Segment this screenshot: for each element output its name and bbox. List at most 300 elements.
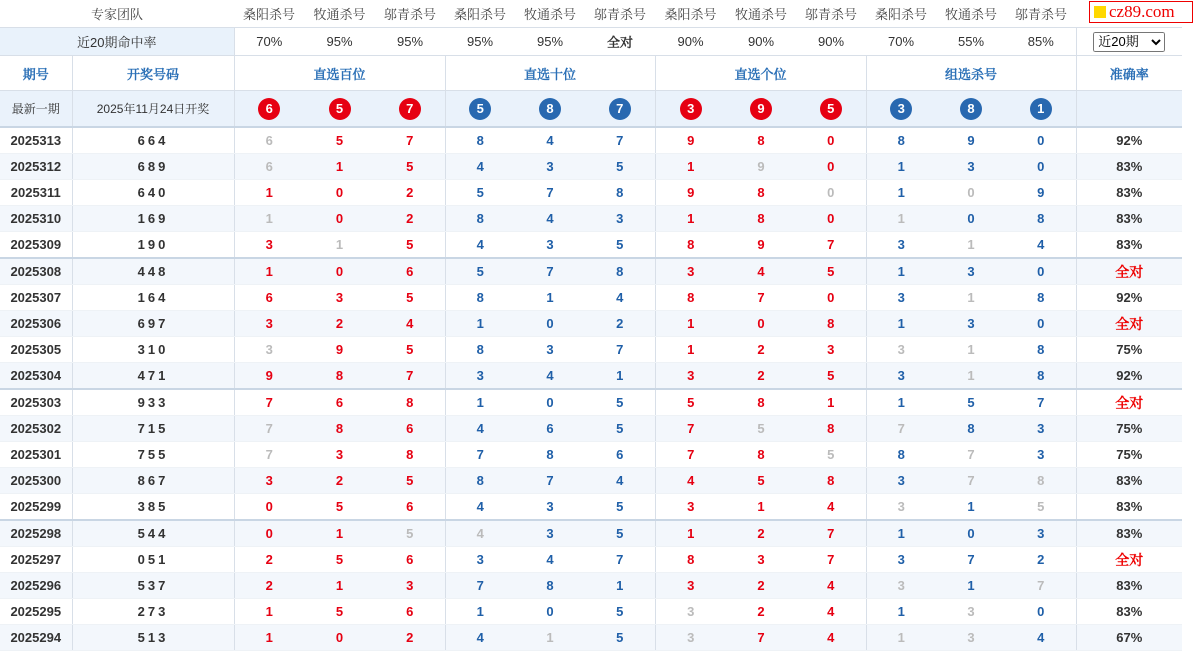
draw-number: 867 [72,468,234,494]
kill-number: 8 [445,206,515,232]
kill-number: 3 [866,494,936,521]
period-number: 2025306 [0,311,72,337]
accuracy-value: 83% [1076,520,1182,547]
kill-number: 3 [796,337,866,363]
kill-number: 8 [585,180,655,206]
draw-number: 273 [72,599,234,625]
kill-number: 1 [445,389,515,416]
kill-number: 8 [445,337,515,363]
accuracy-value: 92% [1076,285,1182,311]
kill-number: 8 [726,442,796,468]
expert-name: 桑阳杀号 [454,7,507,22]
kill-number: 4 [585,468,655,494]
kill-number: 2 [1006,547,1076,573]
kill-number: 9 [726,232,796,259]
kill-number: 1 [866,180,936,206]
kill-number: 1 [936,337,1006,363]
accuracy-value: 75% [1076,337,1182,363]
kill-number: 1 [234,625,304,651]
accuracy-value: 92% [1076,127,1182,154]
accuracy-value: 75% [1076,416,1182,442]
kill-number: 3 [936,154,1006,180]
draw-number: 664 [72,127,234,154]
latest-date: 2025年11月24日开奖 [72,91,234,128]
kill-number: 1 [445,599,515,625]
kill-number: 1 [866,154,936,180]
table-row [0,311,1182,337]
expert-name: 邬青杀号 [805,7,858,22]
period-range-select[interactable] [1093,32,1165,52]
kill-ball: 3 [680,98,702,120]
table-row [0,547,1182,573]
kill-number: 8 [304,416,375,442]
kill-number: 3 [655,494,726,521]
kill-number: 2 [375,180,445,206]
col-group-hundreds: 直选百位 [234,56,445,91]
draw-number: 933 [72,389,234,416]
kill-number: 1 [796,389,866,416]
expert-name: 牧通杀号 [945,7,998,22]
kill-number: 0 [796,180,866,206]
kill-number: 5 [375,232,445,259]
accuracy-value: 83% [1076,232,1182,259]
kill-number: 6 [585,442,655,468]
draw-number: 051 [72,547,234,573]
col-accuracy: 准确率 [1076,56,1182,91]
kill-number: 8 [445,285,515,311]
kill-number: 8 [655,285,726,311]
kill-number: 0 [515,599,585,625]
kill-number: 3 [726,547,796,573]
kill-number: 1 [655,206,726,232]
kill-number: 6 [304,389,375,416]
kill-number: 2 [585,311,655,337]
kill-number: 3 [655,599,726,625]
kill-number: 8 [726,206,796,232]
expert-name: 邬青杀号 [1015,7,1068,22]
col-group-units: 直选个位 [655,56,866,91]
kill-number: 1 [655,337,726,363]
accuracy-value: 83% [1076,180,1182,206]
accuracy-value: 全对 [1076,311,1182,337]
kill-number: 3 [866,468,936,494]
kill-number: 1 [936,494,1006,521]
team-label: 专家团队 [91,7,144,22]
kill-number: 4 [515,363,585,390]
kill-number: 7 [655,416,726,442]
kill-number: 1 [866,599,936,625]
kill-number: 5 [796,258,866,285]
kill-number: 4 [796,573,866,599]
kill-number: 1 [866,258,936,285]
period-number: 2025298 [0,520,72,547]
kill-number: 7 [515,468,585,494]
kill-number: 1 [304,232,375,259]
hit-rate: 85% [1006,28,1076,56]
kill-number: 3 [655,258,726,285]
kill-number: 4 [515,206,585,232]
kill-ball: 6 [258,98,280,120]
kill-number: 7 [726,625,796,651]
kill-number: 7 [936,547,1006,573]
kill-number: 3 [304,442,375,468]
kill-number: 1 [866,625,936,651]
period-number: 2025309 [0,232,72,259]
kill-number: 5 [585,154,655,180]
kill-number: 5 [726,416,796,442]
expert-name: 邬青杀号 [384,7,437,22]
kill-number: 8 [796,311,866,337]
kill-number: 4 [445,520,515,547]
kill-number: 3 [515,337,585,363]
accuracy-value: 83% [1076,494,1182,521]
kill-number: 8 [1006,363,1076,390]
draw-number: 190 [72,232,234,259]
kill-number: 6 [515,416,585,442]
table-row [0,573,1182,599]
table-row [0,363,1182,390]
hit-rate: 90% [655,28,726,56]
draw-number: 471 [72,363,234,390]
kill-number: 0 [304,625,375,651]
kill-number: 6 [375,416,445,442]
kill-number: 4 [375,311,445,337]
kill-number: 1 [936,285,1006,311]
kill-number: 1 [655,520,726,547]
kill-number: 9 [304,337,375,363]
kill-number: 8 [796,468,866,494]
kill-number: 1 [655,311,726,337]
kill-ball: 8 [539,98,561,120]
hit-rate: 95% [375,28,445,56]
kill-number: 7 [375,363,445,390]
kill-number: 4 [796,625,866,651]
kill-number: 4 [515,547,585,573]
kill-number: 0 [234,494,304,521]
logo-text: cz89.com [1109,2,1175,21]
kill-number: 7 [515,258,585,285]
kill-number: 3 [375,573,445,599]
kill-number: 2 [726,363,796,390]
latest-accuracy-empty [1076,91,1182,128]
kill-number: 1 [515,625,585,651]
kill-number: 3 [936,599,1006,625]
accuracy-value: 67% [1076,625,1182,651]
kill-number: 0 [796,206,866,232]
accuracy-value: 全对 [1076,258,1182,285]
period-number: 2025305 [0,337,72,363]
accuracy-value: 83% [1076,599,1182,625]
kill-number: 1 [866,311,936,337]
accuracy-value: 83% [1076,468,1182,494]
kill-number: 1 [234,599,304,625]
kill-number: 1 [234,180,304,206]
kill-number: 5 [726,468,796,494]
kill-number: 1 [515,285,585,311]
kill-number: 3 [515,232,585,259]
kill-number: 3 [515,494,585,521]
kill-number: 7 [796,232,866,259]
kill-number: 5 [304,494,375,521]
kill-number: 7 [726,285,796,311]
draw-number: 385 [72,494,234,521]
kill-ball: 5 [329,98,351,120]
kill-number: 8 [655,232,726,259]
kill-number: 8 [304,363,375,390]
kill-number: 3 [515,520,585,547]
kill-number: 4 [445,154,515,180]
kill-number: 3 [304,285,375,311]
kill-number: 7 [1006,573,1076,599]
kill-number: 6 [375,599,445,625]
kill-number: 0 [304,206,375,232]
kill-number: 5 [585,599,655,625]
kill-number: 3 [1006,520,1076,547]
draw-number: 715 [72,416,234,442]
kill-number: 9 [1006,180,1076,206]
kill-number: 7 [515,180,585,206]
kill-number: 7 [1006,389,1076,416]
kill-ball: 9 [750,98,772,120]
kill-number: 1 [585,363,655,390]
kill-ball: 1 [1030,98,1052,120]
hit-rate: 95% [445,28,515,56]
table-row [0,180,1182,206]
kill-number: 5 [375,468,445,494]
kill-number: 0 [304,258,375,285]
col-period: 期号 [0,56,72,91]
kill-number: 4 [585,285,655,311]
kill-number: 5 [585,232,655,259]
table-row [0,232,1182,259]
kill-number: 9 [655,180,726,206]
kill-number: 7 [585,547,655,573]
kill-number: 0 [936,180,1006,206]
kill-number: 5 [445,258,515,285]
expert-name: 牧通杀号 [313,7,366,22]
kill-number: 8 [445,468,515,494]
kill-number: 1 [304,573,375,599]
period-number: 2025294 [0,625,72,651]
hit-rate: 90% [796,28,866,56]
kill-number: 1 [866,206,936,232]
kill-number: 6 [234,154,304,180]
kill-number: 1 [936,232,1006,259]
kill-number: 6 [375,258,445,285]
kill-number: 4 [1006,625,1076,651]
kill-number: 7 [445,442,515,468]
kill-number: 2 [375,625,445,651]
period-number: 2025299 [0,494,72,521]
kill-number: 3 [234,232,304,259]
expert-name: 牧通杀号 [735,7,788,22]
kill-number: 7 [655,442,726,468]
kill-number: 5 [585,520,655,547]
kill-number: 5 [304,599,375,625]
kill-number: 0 [1006,311,1076,337]
table-row [0,442,1182,468]
table-row [0,127,1182,154]
kill-number: 5 [375,520,445,547]
hit-rate: 95% [515,28,585,56]
period-number: 2025304 [0,363,72,390]
period-number: 2025300 [0,468,72,494]
kill-number: 8 [585,258,655,285]
kill-number: 6 [375,494,445,521]
kill-number: 3 [866,232,936,259]
table-row [0,416,1182,442]
kill-number: 7 [585,127,655,154]
period-number: 2025296 [0,573,72,599]
table-row [0,520,1182,547]
kill-number: 5 [796,442,866,468]
latest-label: 最新一期 [0,91,72,128]
period-number: 2025301 [0,442,72,468]
kill-number: 5 [304,127,375,154]
period-number: 2025312 [0,154,72,180]
kill-number: 2 [234,547,304,573]
draw-number: 697 [72,311,234,337]
hit-rate: 70% [234,28,304,56]
kill-number: 0 [1006,599,1076,625]
kill-number: 0 [515,389,585,416]
kill-number: 2 [726,337,796,363]
kill-number: 7 [585,337,655,363]
kill-number: 0 [796,127,866,154]
kill-number: 3 [515,154,585,180]
table-row [0,285,1182,311]
period-number: 2025297 [0,547,72,573]
kill-number: 8 [1006,206,1076,232]
draw-number: 169 [72,206,234,232]
kill-number: 7 [796,547,866,573]
kill-number: 5 [375,337,445,363]
accuracy-value: 全对 [1076,389,1182,416]
kill-number: 9 [234,363,304,390]
draw-number: 310 [72,337,234,363]
accuracy-value: 75% [1076,442,1182,468]
table-row [0,625,1182,651]
kill-number: 7 [796,520,866,547]
kill-number: 2 [304,311,375,337]
table-row [0,468,1182,494]
kill-number: 8 [936,416,1006,442]
accuracy-value: 全对 [1076,547,1182,573]
expert-name: 桑阳杀号 [875,7,928,22]
kill-number: 3 [655,625,726,651]
kill-number: 3 [655,363,726,390]
hit-rate: 70% [866,28,936,56]
hit-rate-label: 近20期命中率 [0,28,234,56]
kill-number: 0 [515,311,585,337]
kill-number: 1 [234,258,304,285]
kill-number: 8 [445,127,515,154]
kill-number: 8 [655,547,726,573]
kill-number: 8 [726,389,796,416]
kill-number: 3 [866,337,936,363]
table-row [0,258,1182,285]
kill-number: 0 [796,154,866,180]
kill-number: 3 [866,573,936,599]
period-number: 2025311 [0,180,72,206]
kill-number: 1 [304,154,375,180]
kill-number: 8 [1006,285,1076,311]
kill-number: 3 [234,311,304,337]
accuracy-value: 92% [1076,363,1182,390]
kill-number: 6 [234,127,304,154]
expert-name: 桑阳杀号 [664,7,717,22]
hit-rate: 全对 [585,28,655,56]
kill-number: 1 [936,573,1006,599]
kill-number: 0 [304,180,375,206]
kill-number: 0 [796,285,866,311]
draw-number: 689 [72,154,234,180]
draw-number: 544 [72,520,234,547]
kill-number: 3 [585,206,655,232]
kill-ball: 7 [609,98,631,120]
kill-number: 8 [726,127,796,154]
kill-number: 3 [866,363,936,390]
kill-number: 3 [1006,442,1076,468]
kill-number: 7 [234,416,304,442]
kill-number: 8 [515,573,585,599]
kill-ball: 5 [469,98,491,120]
kill-number: 3 [234,337,304,363]
kill-number: 5 [375,285,445,311]
kill-number: 9 [726,154,796,180]
draw-number: 755 [72,442,234,468]
kill-number: 2 [234,573,304,599]
kill-number: 1 [655,154,726,180]
col-group-combo: 组选杀号 [866,56,1076,91]
kill-number: 1 [445,311,515,337]
kill-number: 5 [585,625,655,651]
period-number: 2025313 [0,127,72,154]
expert-name: 邬青杀号 [594,7,647,22]
kill-number: 6 [234,285,304,311]
kill-number: 0 [726,311,796,337]
hit-rate-row [0,28,1182,56]
site-logo[interactable] [1089,1,1193,23]
kill-ball: 7 [399,98,421,120]
period-number: 2025303 [0,389,72,416]
kill-number: 5 [655,389,726,416]
period-select-cell [1076,28,1182,56]
kill-number: 3 [445,547,515,573]
kill-number: 4 [445,625,515,651]
kill-number: 1 [726,494,796,521]
kill-number: 7 [234,389,304,416]
kill-number: 9 [936,127,1006,154]
kill-number: 5 [585,416,655,442]
period-number: 2025302 [0,416,72,442]
kill-number: 1 [304,520,375,547]
expert-team-row [0,0,1182,28]
period-number: 2025310 [0,206,72,232]
kill-number: 8 [796,416,866,442]
kill-ball: 8 [960,98,982,120]
kill-number: 5 [445,180,515,206]
kill-number: 4 [655,468,726,494]
kill-number: 0 [1006,127,1076,154]
accuracy-value: 83% [1076,573,1182,599]
kill-number: 8 [1006,337,1076,363]
kill-number: 2 [726,520,796,547]
kill-number: 5 [304,547,375,573]
period-number: 2025307 [0,285,72,311]
kill-number: 7 [936,442,1006,468]
expert-name: 桑阳杀号 [243,7,296,22]
